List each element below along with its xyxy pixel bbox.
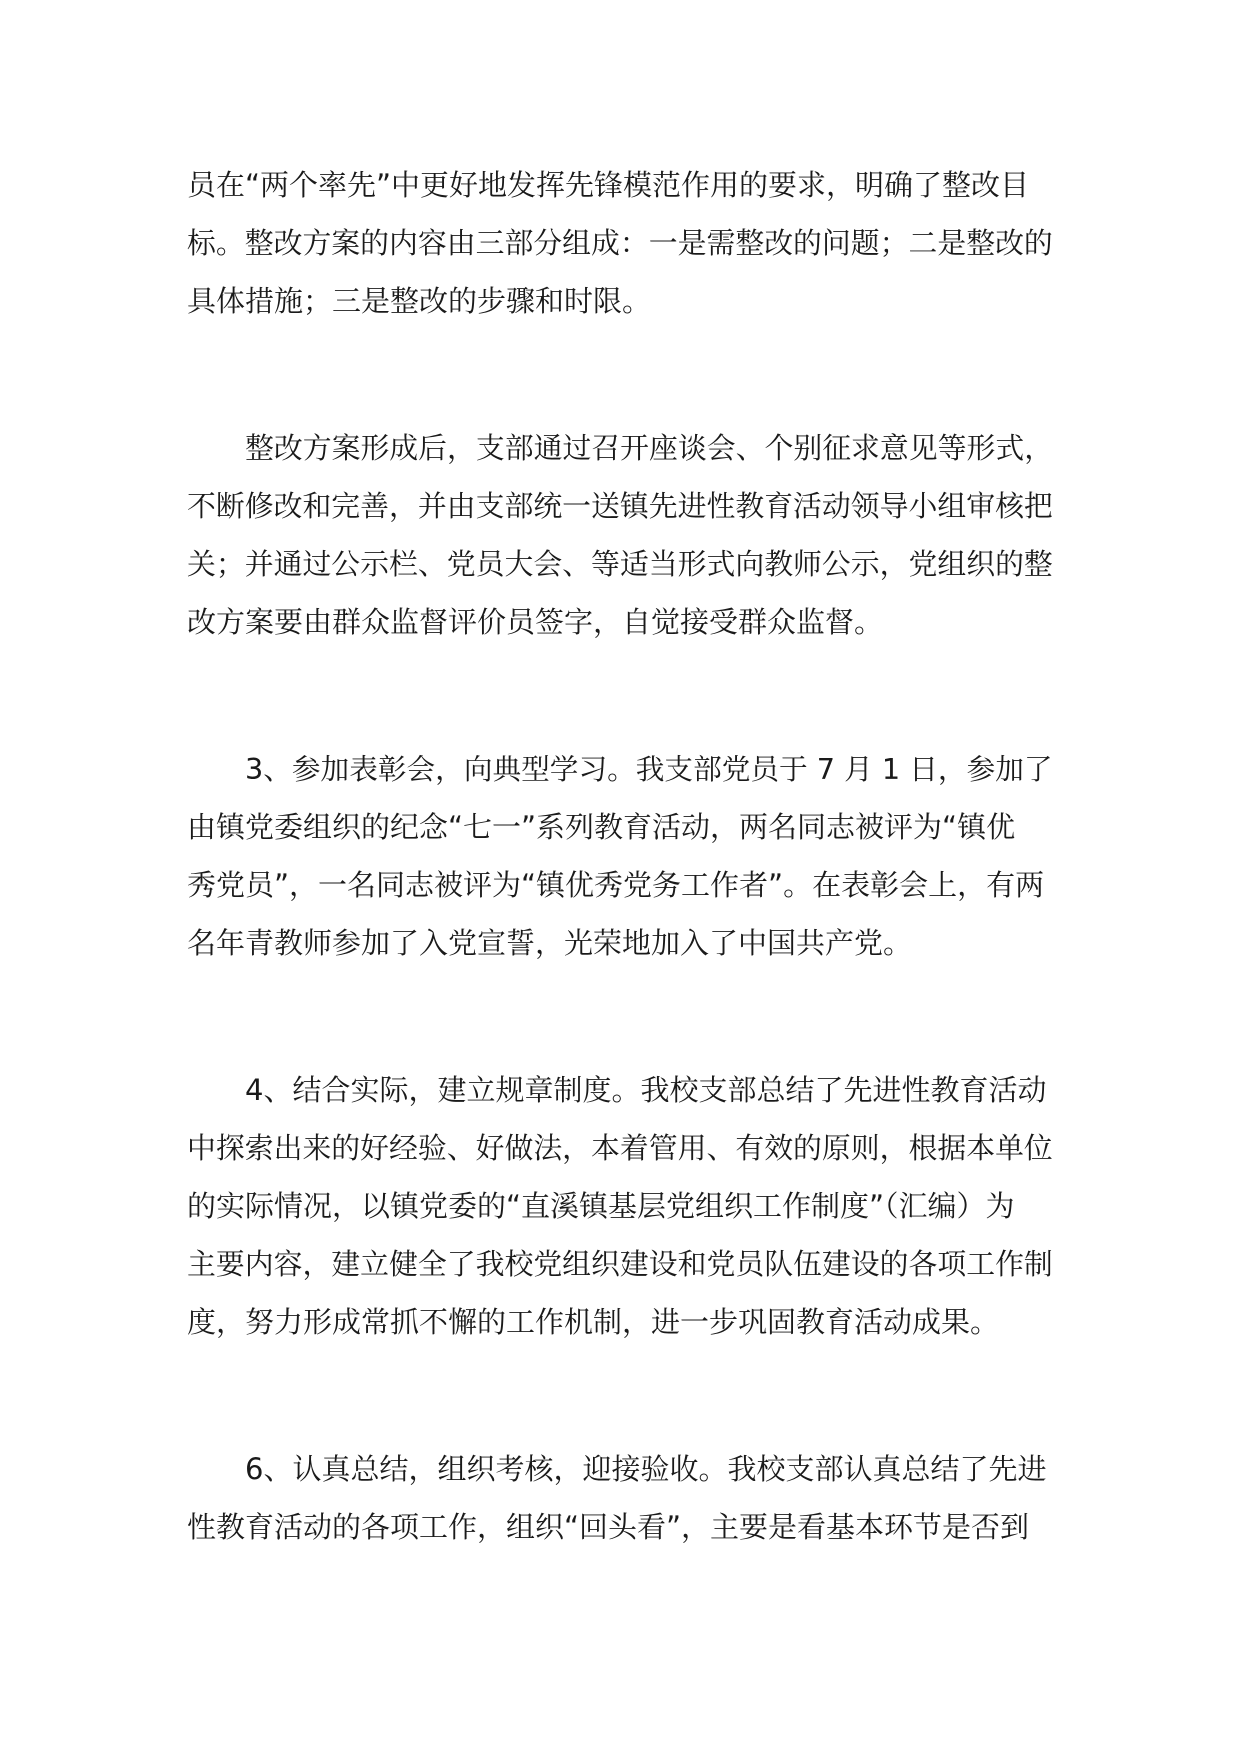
text-line: 员在“两个率先”中更好地发挥先锋模范作用的要求，明确了整改目 — [187, 168, 1030, 202]
text-line: 中探索出来的好经验、好做法，本着管用、有效的原则，根据本单位 — [187, 1131, 1053, 1165]
text-line: 不断修改和完善，并由支部统一送镇先进性教育活动领导小组审核把 — [187, 489, 1053, 523]
text-line: 关；并通过公示栏、党员大会、等适当形式向教师公示，党组织的整 — [187, 547, 1053, 581]
text-line: 整改方案形成后，支部通过召开座谈会、个别征求意见等形式， — [245, 431, 1054, 465]
text-line: 秀党员”，一名同志被评为“镇优秀党务工作者”。在表彰会上，有两 — [187, 868, 1045, 902]
text-line: 6、认真总结，组织考核，迎接验收。我校支部认真总结了先进 — [245, 1452, 1047, 1486]
text-line: 改方案要由群众监督评价员签字，自觉接受群众监督。 — [187, 605, 884, 639]
text-line: 度，努力形成常抓不懈的工作机制，进一步巩固教育活动成果。 — [187, 1305, 1000, 1339]
text-line: 性教育活动的各项工作，组织“回头看”，主要是看基本环节是否到 — [187, 1510, 1030, 1544]
text-line: 由镇党委组织的纪念“七一”系列教育活动，两名同志被评为“镇优 — [187, 810, 1016, 844]
text-line: 标。整改方案的内容由三部分组成：一是需整改的问题；二是整改的 — [187, 226, 1053, 260]
text-line: 具体措施；三是整改的步骤和时限。 — [187, 284, 652, 318]
text-line: 4、结合实际，建立规章制度。我校支部总结了先进性教育活动 — [245, 1073, 1047, 1107]
text-line: 的实际情况，以镇党委的“直溪镇基层党组织工作制度”（汇编）为 — [187, 1189, 1015, 1223]
text-line: 主要内容，建立健全了我校党组织建设和党员队伍建设的各项工作制 — [187, 1247, 1053, 1281]
text-line: 3、参加表彰会，向典型学习。我支部党员于 7 月 1 日，参加了 — [245, 752, 1053, 786]
text-line: 名年青教师参加了入党宣誓，光荣地加入了中国共产党。 — [187, 926, 913, 960]
